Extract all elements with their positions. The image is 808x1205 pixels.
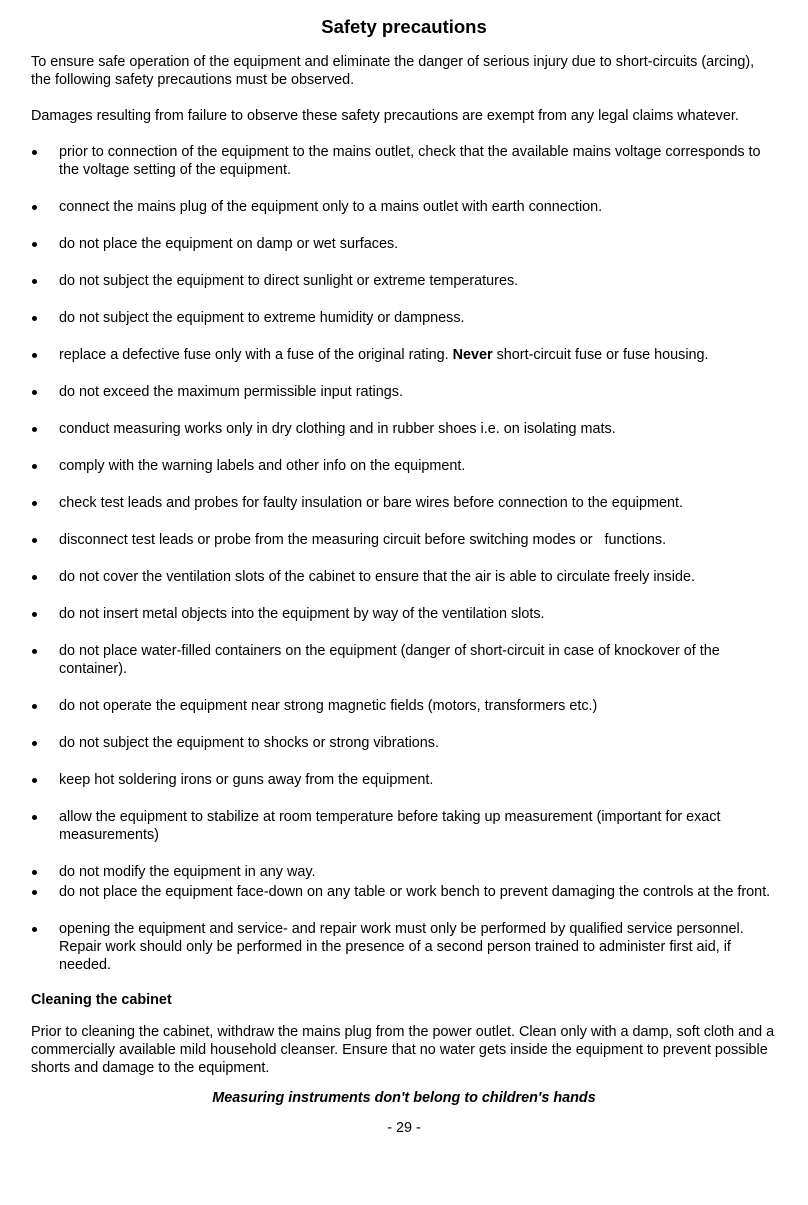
bullet-icon <box>32 612 37 617</box>
list-item <box>31 863 777 881</box>
list-item-text: opening the equipment and service- and repair work must only be performed by qualified service personnel. Repair work should only be performed in the presence of a second person trained to administer first aid, if needed. <box>59 921 744 973</box>
bullet-icon <box>32 778 37 783</box>
bullet-icon <box>32 927 37 932</box>
bullet-icon <box>32 890 37 895</box>
list-item <box>31 605 777 623</box>
list-item <box>31 272 777 290</box>
list-item-text: connect the mains plug of the equipment only to a mains outlet with earth connection. <box>59 199 603 215</box>
bullet-icon <box>32 649 37 654</box>
list-item-text: comply with the warning labels and other info on the equipment. <box>59 458 466 474</box>
list-item-text: keep hot soldering irons or guns away from the equipment. <box>59 772 434 788</box>
list-item <box>31 420 777 438</box>
cleaning-paragraph: Prior to cleaning the cabinet, withdraw the mains plug from the power outlet. Clean only with a damp, soft cloth and a commercially available mild household cleanser. Ensure that no water gets inside the equipment to prevent possible shorts and damage to the equipment. <box>31 1024 775 1076</box>
list-item-text: do not subject the equipment to shocks or strong vibrations. <box>59 735 439 751</box>
list-item-text: do not place the equipment on damp or wet surfaces. <box>59 236 399 252</box>
list-item <box>31 198 777 216</box>
bullet-icon <box>32 150 37 155</box>
list-item-text: check test leads and probes for faulty insulation or bare wires before connection to the equipment. <box>59 495 683 511</box>
list-item <box>31 642 777 678</box>
list-item-text: do not insert metal objects into the equipment by way of the ventilation slots. <box>59 606 545 622</box>
emphasis-text: Never <box>452 347 493 363</box>
bullet-icon <box>32 464 37 469</box>
list-item-text: do not subject the equipment to direct sunlight or extreme temperatures. <box>59 273 519 289</box>
page-title: Safety precautions <box>321 16 487 37</box>
list-item <box>31 346 777 364</box>
list-item-text-part: replace a defective fuse only with a fuse of the original rating. <box>59 347 453 363</box>
list-item-text: do not place water-filled containers on the equipment (danger of short-circuit in case of knockover of the container). <box>59 643 720 677</box>
list-item <box>31 531 777 549</box>
list-item <box>31 734 777 752</box>
list-item <box>31 309 777 327</box>
list-item <box>31 494 777 512</box>
cleaning-heading: Cleaning the cabinet <box>31 992 172 1008</box>
list-item-text: do not place the equipment face-down on any table or work bench to prevent damaging the controls at the front. <box>59 884 771 900</box>
list-item-text: conduct measuring works only in dry clothing and in rubber shoes i.e. on isolating mats. <box>59 421 616 437</box>
list-item <box>31 383 777 401</box>
bullet-icon <box>32 538 37 543</box>
list-item-text: do not exceed the maximum permissible input ratings. <box>59 384 403 400</box>
list-item <box>31 697 777 715</box>
list-item <box>31 235 777 253</box>
list-item-text: allow the equipment to stabilize at room temperature before taking up measurement (important for exact measurements) <box>59 809 721 843</box>
bullet-icon <box>32 205 37 210</box>
bullet-icon <box>32 390 37 395</box>
list-item-text: do not modify the equipment in any way. <box>59 864 316 880</box>
list-item-text: do not cover the ventilation slots of the cabinet to ensure that the air is able to circulate freely inside. <box>59 569 695 585</box>
safety-precautions-list <box>31 143 777 974</box>
bullet-icon <box>32 704 37 709</box>
children-warning-notice: Measuring instruments don't belong to children's hands <box>212 1090 596 1106</box>
bullet-icon <box>32 242 37 247</box>
list-item-text: do not subject the equipment to extreme humidity or dampness. <box>59 310 465 326</box>
list-item <box>31 883 777 901</box>
list-item <box>31 808 777 844</box>
list-item-text: do not operate the equipment near strong magnetic fields (motors, transformers etc.) <box>59 698 598 714</box>
bullet-icon <box>32 501 37 506</box>
list-item-text: disconnect test leads or probe from the measuring circuit before switching modes or functions. <box>59 532 667 548</box>
page-number: - 29 - <box>387 1120 421 1136</box>
bullet-icon <box>32 815 37 820</box>
list-item <box>31 143 777 179</box>
bullet-icon <box>32 427 37 432</box>
bullet-icon <box>32 575 37 580</box>
bullet-icon <box>32 353 37 358</box>
list-item <box>31 771 777 789</box>
bullet-icon <box>32 741 37 746</box>
list-item-text <box>59 347 709 363</box>
list-item <box>31 457 777 475</box>
bullet-icon <box>32 316 37 321</box>
intro-paragraph-1: To ensure safe operation of the equipment and eliminate the danger of serious injury due to short-circuits (arcing), the following safety precautions must be observed. <box>31 54 755 88</box>
bullet-icon <box>32 279 37 284</box>
intro-paragraph-2: Damages resulting from failure to observe these safety precautions are exempt from any legal claims whatever. <box>31 108 739 124</box>
bullet-icon <box>32 870 37 875</box>
list-item-text-part: short-circuit fuse or fuse housing. <box>492 347 709 363</box>
list-item-text: prior to connection of the equipment to the mains outlet, check that the available mains voltage corresponds to the voltage setting of the equipment. <box>59 144 761 178</box>
list-item <box>31 568 777 586</box>
list-item <box>31 920 777 974</box>
